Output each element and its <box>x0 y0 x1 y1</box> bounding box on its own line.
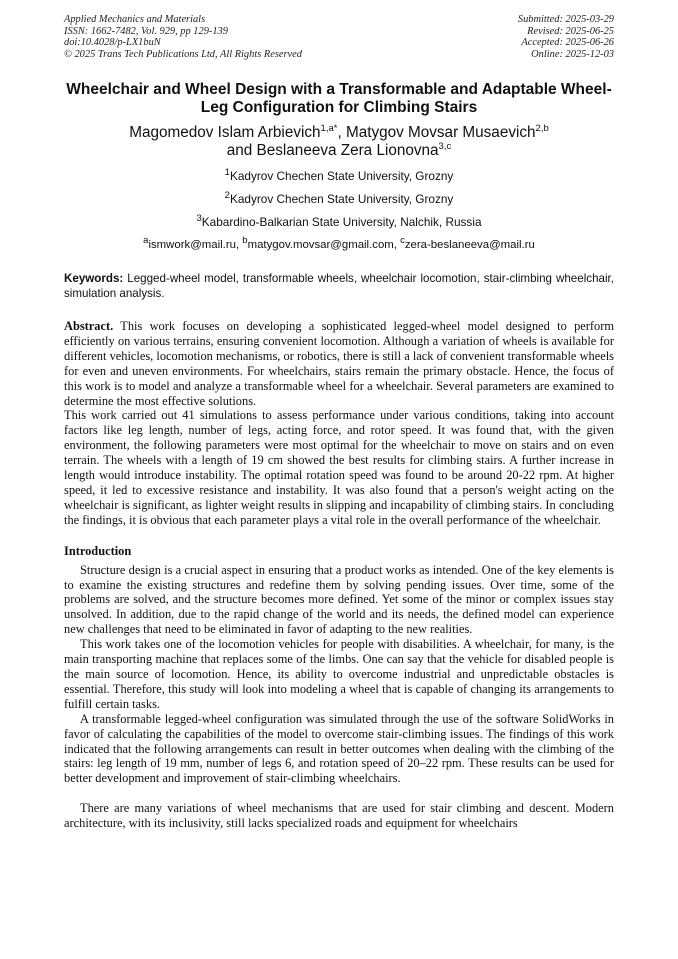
keywords-label: Keywords: <box>64 272 124 286</box>
keywords-text: Legged-wheel model, transformable wheels, wheelchair locomotion, stair-climbing wheelchair, simulation analysis. <box>64 272 614 301</box>
revised-date: Revised: 2025-06-25 <box>527 25 614 37</box>
section-heading: Introduction <box>64 543 132 558</box>
abstract <box>64 319 614 528</box>
affiliation-text: Kadyrov Chechen State University, Grozny <box>229 192 454 207</box>
email-marker: c <box>400 235 405 247</box>
author-affiliation-marker: 1,a* <box>320 123 338 135</box>
abstract-label: Abstract. <box>64 318 114 333</box>
author-name: Matygov Movsar Musaevich <box>345 124 536 142</box>
author-name: Magomedov Islam Arbievich <box>129 124 321 142</box>
introduction-body <box>64 563 614 831</box>
author-name: Beslaneeva Zera Lionovna <box>256 142 439 160</box>
body-paragraph: Structure design is a crucial aspect in ensuring that a product works as intended. One of the key elements is to examine the existing structures and redefine them by solving pending issues. Over time, some of the problems are solved, and the structure becomes more defined. Yet some of the minor or complex issues stay unsolved. In addition, due to the rapid change of the world and its needs, the defined model can experience new challenges that need to be eliminated in favor of adapting to the new realities. <box>64 562 614 637</box>
abstract-paragraph: This work carried out 41 simulations to assess performance under various conditions, taking into account factors like leg length, number of legs, acting force, and rotor speed. It was found that, with the given environment, the following parameters were most optimal for the wheelchair to move on stairs and on even terrain. The wheels with a length of 19 cm showed the best results for climbing stairs. A further increase in length would introduce instability. The optimal rotation speed was found to be around 20-22 rpm. At higher speed, it led to excessive resistance and instability. It was also found that a person's weight acting on the wheelchair is significant, as lighter weight results in slipping and incapability of climbing stairs. In concluding the findings, it is obvious that each parameter plays a vital role in the overall performance of the wheelchair. <box>64 408 614 527</box>
publication-header <box>64 14 614 60</box>
accepted-date: Accepted: 2025-06-26 <box>521 37 614 49</box>
copyright: © 2025 Trans Tech Publications Ltd, All Rights Reserved <box>64 48 302 60</box>
email-address: ismwork@mail.ru, <box>148 239 243 252</box>
affiliation <box>64 192 614 206</box>
journal-info <box>64 14 302 60</box>
body-paragraph: This work takes one of the locomotion vehicles for people with disabilities. A wheelchair, for many, is the main transporting machine that replaces some of the limbs. One can say that the vehicle for disabled people is the main source of locomotion. Hence, its ability to overcome industrial and unpredictable obstacles is essential. Therefore, this study will look into modeling a wheel that is capable of changing its arrangements to fulfill certain tasks. <box>64 637 614 711</box>
affiliation-text: Kabardino-Balkarian State University, Nalchik, Russia <box>201 215 482 230</box>
affiliation-marker: 1 <box>224 167 230 179</box>
email-address: matygov.movsar@gmail.com, <box>247 239 401 252</box>
email-address: zera-beslaneeva@mail.ru <box>404 239 535 252</box>
email-marker: a <box>143 235 149 247</box>
email-marker: b <box>242 235 248 247</box>
issn: ISSN: 1662-7482, Vol. 929, pp 129-139 <box>64 25 228 37</box>
affiliation <box>64 215 614 229</box>
affiliation-text: Kadyrov Chechen State University, Grozny <box>229 169 454 184</box>
author-affiliation-marker: 3,c <box>438 141 452 153</box>
author-conjunction: and <box>226 142 257 160</box>
author-emails <box>64 235 614 252</box>
submitted-date: Submitted: 2025-03-29 <box>517 14 614 25</box>
body-paragraph: There are many variations of wheel mechanisms that are used for stair climbing and descent. Modern architecture, with its inclusivity, still lacks specialized roads and equipment for wheelchairs <box>64 801 614 831</box>
author-list <box>64 124 614 160</box>
affiliation <box>64 169 614 183</box>
affiliation-marker: 2 <box>224 190 230 202</box>
journal-name: Applied Mechanics and Materials <box>64 14 206 25</box>
abstract-text: This work focuses on developing a sophisticated legged-wheel model designed to perform efficiently on various terrains, ensuring convenient locomotion. Although a variation of wheels is available for different vehicles, locomotion mechanisms, or robotics, there is still a lack of convenient transformable wheels for even and uneven environments. For wheelchairs, stairs remain the primary obstacle. Hence, the focus of this work is to model and analyze a transformable wheel for a wheelchair. Several parameters are examined to determine the most effective solutions. <box>64 318 614 408</box>
author-affiliation-marker: 2,b <box>535 123 549 135</box>
online-date: Online: 2025-12-03 <box>531 48 614 60</box>
body-paragraph: A transformable legged-wheel configuration was simulated through the use of the software SolidWorks in favor of calculating the capabilities of the model to overcome stair-climbing issues. The findings of this work indicated that the following arrangements can result in better outcomes when dealing with the climbing of the stairs: leg length of 19 mm, number of legs 6, and rotation speed of 20–22 rpm. These results can be used for better development and improvement of stair-climbing wheelchairs. <box>64 711 614 786</box>
keywords <box>64 272 614 302</box>
paper-title: Wheelchair and Wheel Design with a Transformable and Adaptable Wheel-Leg Configuration for Climbing Stairs <box>66 81 612 117</box>
doi: doi:10.4028/p-LX1buN <box>64 37 161 49</box>
author-separator: , <box>337 124 346 142</box>
publication-dates <box>518 14 614 60</box>
abstract-paragraph <box>64 319 614 408</box>
affiliation-marker: 3 <box>196 213 202 225</box>
